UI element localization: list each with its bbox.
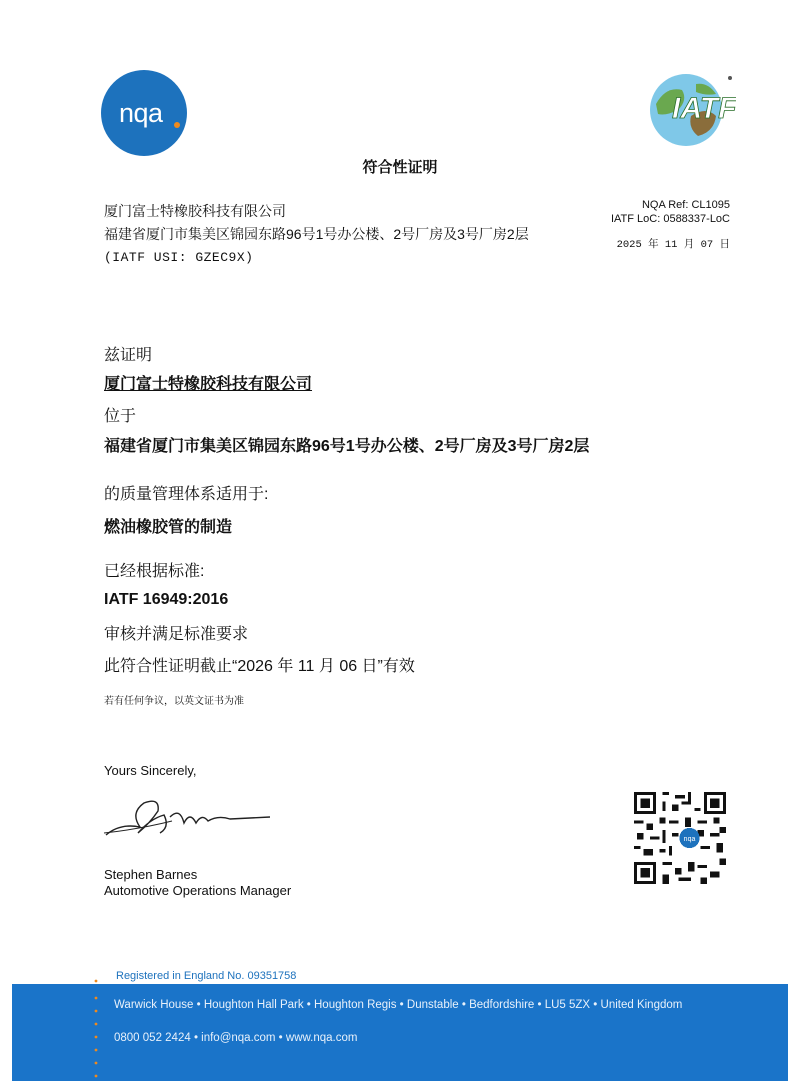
svg-text:nqa: nqa	[683, 835, 696, 843]
signer-role: Automotive Operations Manager	[104, 883, 292, 898]
certified-address: 福建省厦门市集美区锦园东路96号1号办公楼、2号厂房及3号厂房2层	[104, 438, 590, 455]
closing: Yours Sincerely,	[104, 763, 197, 778]
company-address-block	[104, 200, 529, 269]
signer-name: Stephen Barnes	[104, 867, 198, 882]
signature	[100, 793, 280, 843]
footer-contact: 0800 052 2424 • info@nqa.com • www.nqa.com	[114, 1032, 358, 1044]
svg-text:IATF: IATF	[672, 92, 736, 125]
iatf-loc: IATF LoC: 0588337-LoC	[610, 213, 730, 225]
iatf-usi: (IATF USI: GZEC9X)	[104, 250, 254, 265]
audit-result: 审核并满足标准要求	[104, 626, 249, 643]
nqa-logo-text: nqa	[119, 98, 163, 128]
decorative-dots	[92, 978, 100, 1088]
nqa-logo	[101, 70, 187, 156]
iatf-logo	[636, 66, 736, 148]
registration-number: Registered in England No. 09351758	[116, 970, 297, 982]
validity-statement: 此符合性证明截止“2026 年 11 月 06 日”有效	[104, 658, 415, 675]
page-title: 符合性证明	[362, 159, 438, 176]
disclaimer: 若有任何争议，以英文证书为准	[104, 696, 244, 707]
standard: IATF 16949:2016	[104, 591, 229, 608]
located-label: 位于	[104, 408, 137, 425]
company-name: 厦门富士特橡胶科技有限公司	[104, 203, 286, 219]
nqa-ref: NQA Ref: CL1095	[641, 199, 730, 211]
certified-company-name: 厦门富士特橡胶科技有限公司	[104, 376, 313, 393]
standard-label: 已经根据标准:	[104, 563, 205, 580]
reference-block	[611, 198, 730, 252]
footer-address: Warwick House • Houghton Hall Park • Houghton Regis • Dunstable • Bedfordshire • LU5 5ZX • United Kingdom	[114, 999, 683, 1011]
scope-label: 的质量管理体系适用于:	[104, 486, 269, 503]
nqa-logo-dot	[174, 122, 180, 128]
issue-date: 2025 年 11 月 07 日	[616, 239, 730, 251]
certify-label: 兹证明	[104, 347, 153, 364]
scope: 燃油橡胶管的制造	[104, 519, 233, 536]
footer-band	[12, 984, 788, 1081]
qr-code	[634, 792, 726, 884]
company-address: 福建省厦门市集美区锦园东路96号1号办公楼、2号厂房及3号厂房2层	[104, 226, 529, 242]
